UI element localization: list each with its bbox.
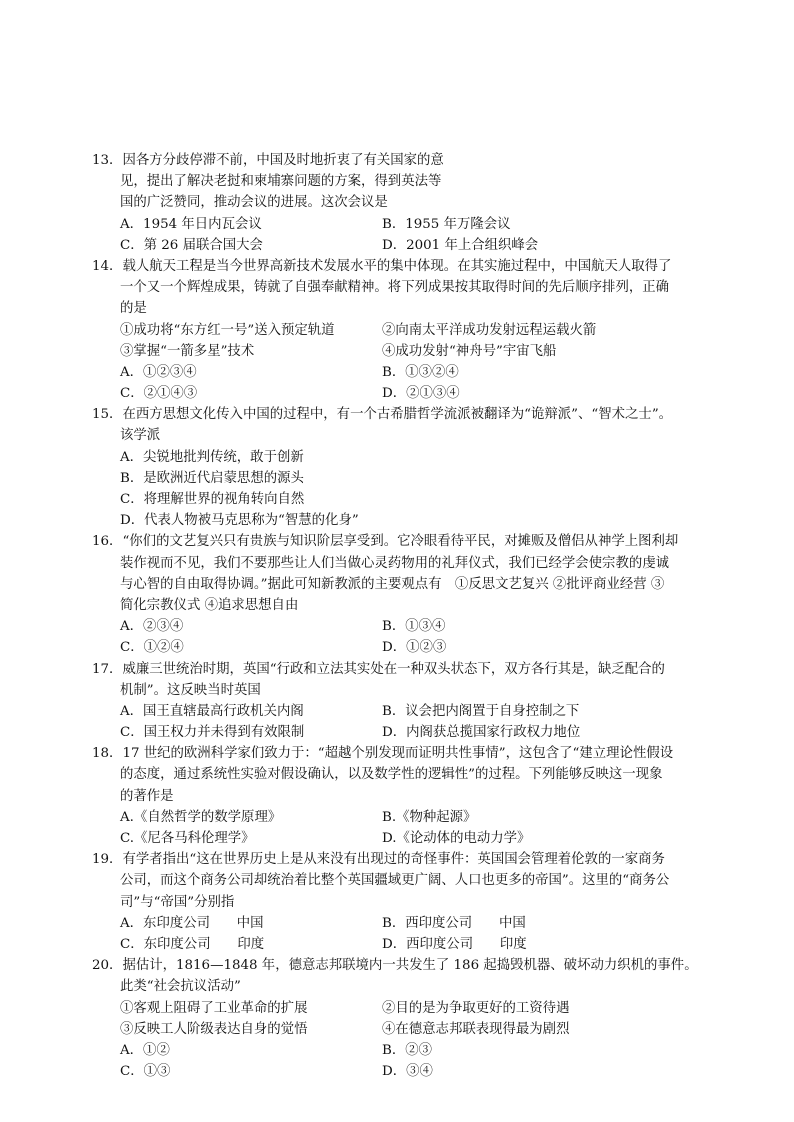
question-stem-text: 在西方思想文化传入中国的过程中，有一个古希腊哲学流派被翻译为“诡辩派”、“智术之士”。	[122, 407, 673, 423]
question-stem-line: 国的广泛赞同，推动会议的进展。这次会议是	[120, 195, 388, 211]
question-stem-text: 17 世纪的欧洲科学家们致力于：“超越个别发现而证明共性事情”，这包含了“建立理论性假设	[122, 746, 674, 762]
option-c: C．②①④③	[120, 386, 198, 402]
option-b: B．议会把内阁置于自身控制之下	[382, 703, 580, 719]
option-a: A．东印度公司 中国	[120, 915, 264, 931]
option-d: D．内阁获总揽国家行政权力地位	[382, 725, 581, 741]
question-stem-text: 威廉三世统治时期，英国“行政和立法其实处在一种双头状态下，双方各行其是，缺乏配合的	[122, 661, 665, 677]
question-18	[92, 743, 712, 849]
question-stem-line: 的态度，通过系统性实验对假设确认，以及数学性的逻辑性”的过程。下列能够反映这一现象	[120, 767, 663, 783]
question-stem-text: “你们的文艺复兴只有贵族与知识阶层享受到。它冷眼看待平民，对摊贩及僧侣从神学上图利却	[122, 534, 679, 550]
option-c: C．将理解世界的视角转向自然	[120, 492, 305, 507]
option-row	[92, 828, 712, 849]
statement-1: ①成功将“东方红一号”送入预定轨道	[120, 322, 335, 338]
statement-3: ③反映工人阶级表达自身的觉悟	[120, 1021, 308, 1037]
option-b: B．①③④	[382, 619, 446, 635]
question-number: 13．	[92, 153, 123, 168]
question-list	[92, 150, 712, 1082]
statement-row	[92, 1019, 712, 1040]
option-d: D．②①③④	[382, 386, 460, 402]
option-row	[92, 722, 712, 743]
question-stem-line: 简化宗教仪式 ④追求思想自由	[120, 597, 299, 613]
option-b: B.《物种起源》	[382, 809, 477, 825]
question-stem-line	[92, 150, 712, 171]
question-stem-line	[92, 404, 712, 425]
question-stem-line: 一个又一个辉煌成果，铸就了自强奉献精神。将下列成果按其取得时间的先后顺序排列，正确	[120, 280, 670, 296]
statement-1: ①客观上阻碍了工业革命的扩展	[120, 1000, 308, 1016]
option-row	[92, 807, 712, 828]
question-stem-line: 机制”。这反映当时英国	[120, 682, 261, 698]
question-20	[92, 955, 712, 1082]
option-b: B．1955 年万隆会议	[382, 216, 511, 232]
statement-row	[92, 341, 712, 362]
option-d: D．西印度公司 印度	[382, 936, 527, 952]
question-stem-line: 该学派	[120, 428, 161, 444]
question-stem-text: 据估计，1816—1848 年，德意志邦联境内一共发生了 186 起捣毁机器、破坏动力织机的事件。	[122, 958, 698, 974]
option-c: C．①②④	[120, 640, 184, 656]
question-stem-line: 公司，而这个商务公司却统治着比整个英国疆域更广阔、人口也更多的帝国”。这里的“商务公	[120, 873, 670, 889]
question-stem-line: 装作视而不见，我们不要那些让人们当做心灵药物用的礼拜仪式，我们已经学会使宗教的虔诚	[120, 555, 670, 571]
question-16	[92, 531, 712, 658]
question-number: 17．	[92, 661, 123, 677]
statement-4: ④成功发射“神舟号”宇宙飞船	[382, 343, 557, 359]
option-c: C．东印度公司 印度	[120, 936, 265, 952]
option-row	[92, 913, 712, 934]
option-d: D．③④	[382, 1064, 433, 1080]
question-stem-line	[92, 743, 712, 764]
option-a: A．1954 年日内瓦会议	[120, 216, 262, 232]
option-row	[92, 362, 712, 383]
question-stem-line: 见，提出了解决老挝和柬埔寨问题的方案，得到英法等	[120, 174, 442, 190]
option-a: A．②③④	[120, 619, 184, 635]
question-stem-line	[92, 256, 712, 277]
option-a: A．①②③④	[120, 364, 197, 380]
question-13	[92, 150, 712, 256]
statement-2: ②目的是为争取更好的工资待遇	[382, 1000, 570, 1016]
option-row	[92, 383, 712, 404]
question-stem-line: 此类“社会抗议活动”	[120, 979, 241, 995]
option-c: C．第 26 届联合国大会	[120, 237, 263, 253]
question-stem-line: 与心智的自由取得协调。”据此可知新教派的主要观点有 ①反思文艺复兴 ②批评商业经营 ③	[120, 576, 665, 592]
question-stem-line: 的著作是	[120, 788, 174, 804]
option-row	[92, 637, 712, 658]
question-stem-line	[92, 955, 712, 976]
statement-3: ③掌握“一箭多星”技术	[120, 343, 255, 359]
option-d: D．代表人物被马克思称为“智慧的化身”	[120, 513, 359, 529]
option-b: B．①③②④	[382, 364, 459, 380]
option-row	[92, 214, 712, 235]
statement-row	[92, 320, 712, 341]
question-17	[92, 659, 712, 744]
option-d: D．2001 年上合组织峰会	[382, 237, 539, 253]
option-a: A．①②	[120, 1042, 170, 1058]
option-c: C．国王权力并未得到有效限制	[120, 725, 305, 741]
statement-4: ④在德意志邦联表现得最为剧烈	[382, 1021, 570, 1037]
option-row	[92, 701, 712, 722]
question-stem-line: 的是	[120, 301, 147, 317]
option-row	[92, 1061, 712, 1082]
question-number: 16．	[92, 534, 123, 550]
question-stem-text: 有学者指出“这在世界历史上是从来没有出现过的奇怪事件：英国国会管理着伦敦的一家商务	[122, 852, 665, 868]
question-stem-line: 司”与“帝国”分别指	[120, 894, 235, 910]
option-row	[92, 934, 712, 955]
question-stem-line	[92, 849, 712, 870]
option-row	[92, 235, 712, 256]
question-number: 14．	[92, 258, 123, 274]
option-a: A．尖锐地批判传统，敢于创新	[120, 449, 304, 465]
question-14	[92, 256, 712, 404]
question-stem-line	[92, 531, 712, 552]
question-number: 18．	[92, 746, 123, 762]
option-d: D.《论动体的电动力学》	[382, 831, 531, 846]
option-b: B．②③	[382, 1042, 433, 1058]
option-a: A．国王直辖最高行政机关内阁	[120, 703, 304, 719]
question-stem-line	[92, 659, 712, 680]
question-number: 15．	[92, 407, 123, 423]
statement-2: ②向南太平洋成功发射远程运载火箭	[382, 322, 597, 338]
option-c: C.《尼各马科伦理学》	[120, 831, 255, 846]
question-number: 19．	[92, 852, 123, 868]
option-row	[92, 1040, 712, 1061]
question-19	[92, 849, 712, 955]
question-stem-text: 因各方分歧停滞不前，中国及时地折衷了有关国家的意	[122, 153, 444, 168]
question-number: 20．	[92, 958, 123, 974]
option-d: D．①②③	[382, 640, 447, 656]
option-b: B．是欧洲近代启蒙思想的源头	[120, 470, 304, 486]
option-row	[92, 616, 712, 637]
question-stem-text: 载人航天工程是当今世界高新技术发展水平的集中体现。在其实施过程中，中国航天人取得了	[122, 258, 672, 274]
option-a: A.《自然哲学的数学原理》	[120, 809, 282, 825]
question-15	[92, 404, 712, 531]
option-c: C．①③	[120, 1064, 171, 1080]
statement-row	[92, 998, 712, 1019]
option-b: B．西印度公司 中国	[382, 915, 526, 931]
